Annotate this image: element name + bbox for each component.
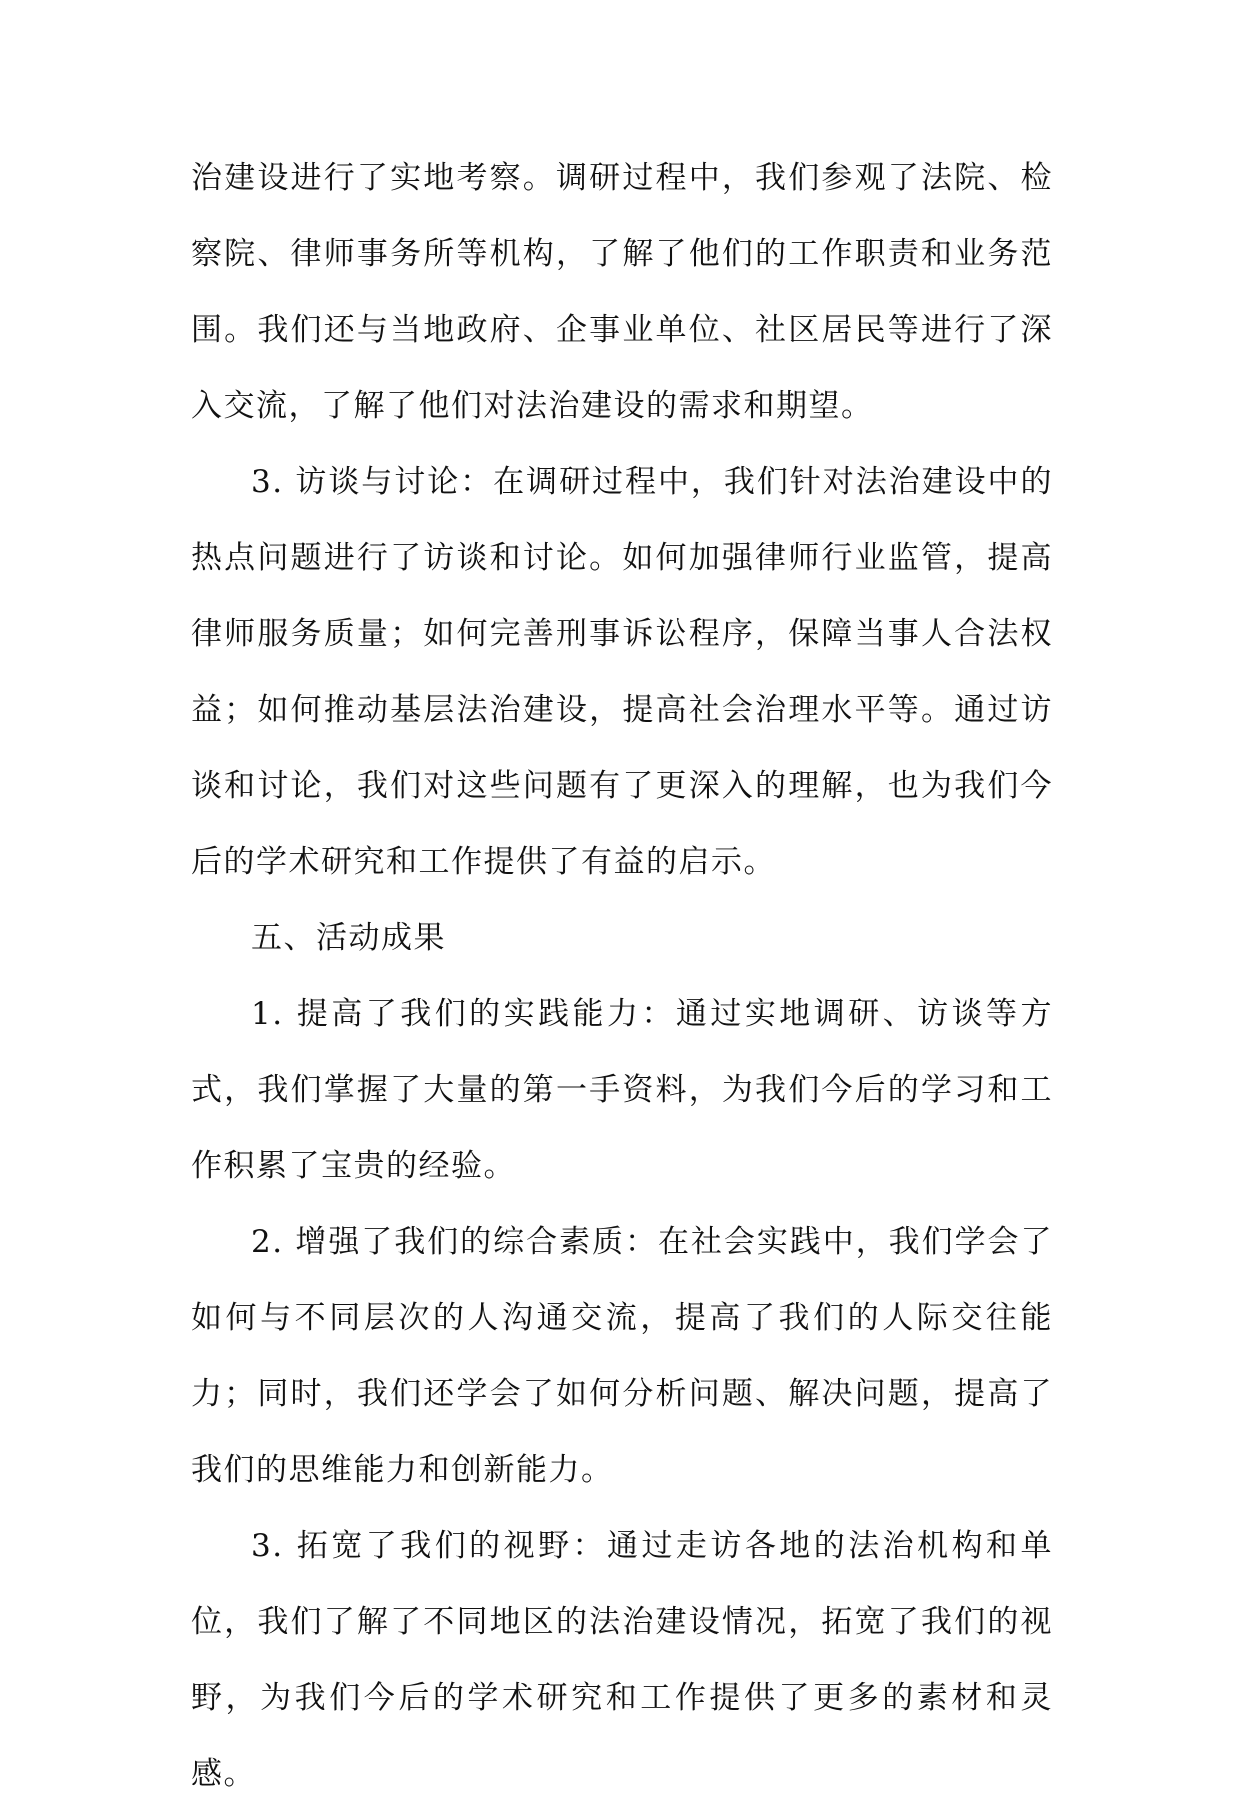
paragraph-result-quality: 2. 增强了我们的综合素质：在社会实践中，我们学会了如何与不同层次的人沟通交流，提高了我们的人际交往能力；同时，我们还学会了如何分析问题、解决问题，提高了我们的思维能力和创新能力。 (191, 1224, 1053, 1488)
paragraph-interview-discussion: 3. 访谈与讨论：在调研过程中，我们针对法治建设中的热点问题进行了访谈和讨论。如何加强律师行业监管，提高律师服务质量；如何完善刑事诉讼程序，保障当事人合法权益；如何推动基层法治建设，提高社会治理水平等。通过访谈和讨论，我们对这些问题有了更深入的理解，也为我们今后的学术研究和工作提供了有益的启示。 (191, 464, 1053, 880)
paragraph-result-vision: 3. 拓宽了我们的视野：通过走访各地的法治机构和单位，我们了解了不同地区的法治建设情况，拓宽了我们的视野，为我们今后的学术研究和工作提供了更多的素材和灵感。 (191, 1528, 1053, 1792)
paragraph-continuation: 治建设进行了实地考察。调研过程中，我们参观了法院、检察院、律师事务所等机构，了解了他们的工作职责和业务范围。我们还与当地政府、企事业单位、社区居民等进行了深入交流，了解了他们对法治建设的需求和期望。 (191, 160, 1053, 424)
section-heading-results: 五、活动成果 (251, 920, 446, 956)
paragraph-result-practice: 1. 提高了我们的实践能力：通过实地调研、访谈等方式，我们掌握了大量的第一手资料，为我们今后的学习和工作积累了宝贵的经验。 (191, 996, 1053, 1184)
document-body (191, 140, 1053, 1812)
